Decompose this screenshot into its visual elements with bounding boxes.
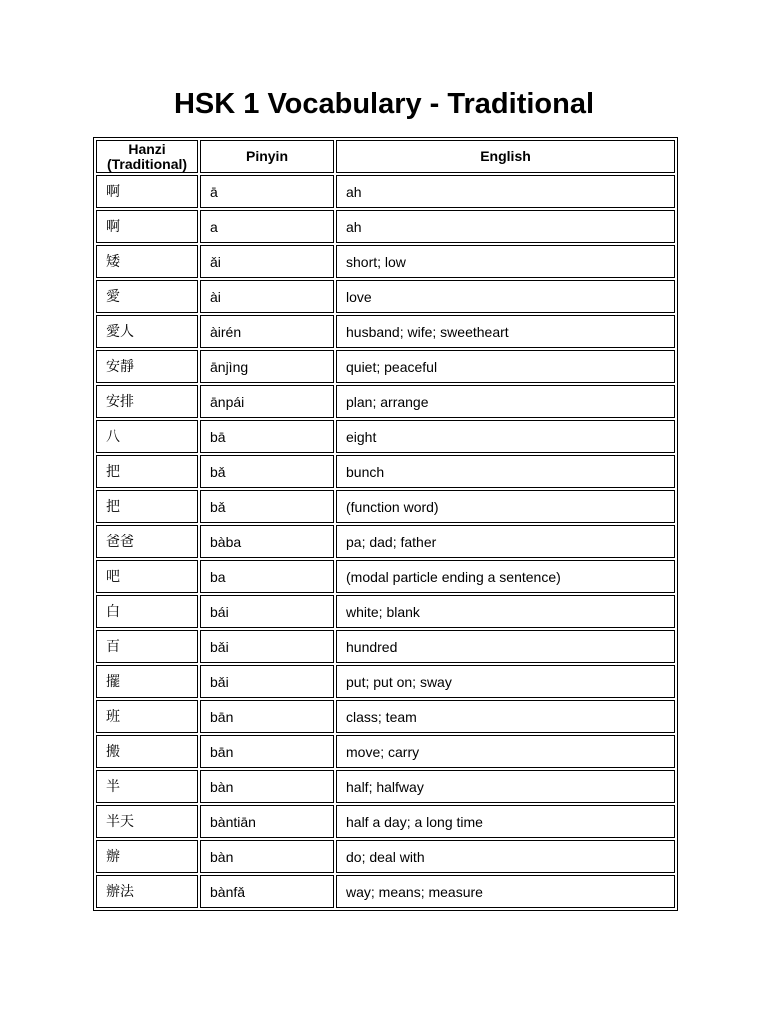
english-cell: (function word) [336, 490, 675, 523]
pinyin-cell: bǎi [200, 665, 334, 698]
english-cell: ah [336, 175, 675, 208]
english-cell: do; deal with [336, 840, 675, 873]
pinyin-cell: bàn [200, 840, 334, 873]
table-row [96, 595, 675, 628]
header-pinyin: Pinyin [200, 140, 334, 173]
pinyin-cell: ài [200, 280, 334, 313]
table-row [96, 735, 675, 768]
header-english: English [336, 140, 675, 173]
hanzi-cell: 把 [96, 455, 198, 488]
table-row [96, 420, 675, 453]
hanzi-cell: 啊 [96, 210, 198, 243]
table-row [96, 175, 675, 208]
english-cell: ah [336, 210, 675, 243]
pinyin-cell: ba [200, 560, 334, 593]
hanzi-cell: 爸爸 [96, 525, 198, 558]
table-row [96, 350, 675, 383]
header-hanzi-line1: Hanzi [128, 140, 166, 157]
english-cell: husband; wife; sweetheart [336, 315, 675, 348]
english-cell: half; halfway [336, 770, 675, 803]
english-cell: hundred [336, 630, 675, 663]
hanzi-cell: 百 [96, 630, 198, 663]
pinyin-cell: bànfǎ [200, 875, 334, 908]
vocabulary-table [93, 137, 678, 911]
pinyin-cell: ǎi [200, 245, 334, 278]
table-row [96, 245, 675, 278]
pinyin-cell: bǎ [200, 455, 334, 488]
pinyin-cell: bái [200, 595, 334, 628]
english-cell: bunch [336, 455, 675, 488]
english-cell: way; means; measure [336, 875, 675, 908]
hanzi-cell: 八 [96, 420, 198, 453]
hanzi-cell: 矮 [96, 245, 198, 278]
hanzi-cell: 搬 [96, 735, 198, 768]
pinyin-cell: bǎi [200, 630, 334, 663]
pinyin-cell: àirén [200, 315, 334, 348]
table-row [96, 700, 675, 733]
table-row [96, 315, 675, 348]
table-row [96, 560, 675, 593]
page-title: HSK 1 Vocabulary - Traditional [173, 88, 595, 120]
table-row [96, 805, 675, 838]
header-hanzi-line2: (Traditional) [106, 155, 188, 172]
english-cell: move; carry [336, 735, 675, 768]
pinyin-cell: ānpái [200, 385, 334, 418]
hanzi-cell: 辦法 [96, 875, 198, 908]
english-cell: eight [336, 420, 675, 453]
header-hanzi [96, 140, 198, 173]
table-row [96, 455, 675, 488]
hanzi-cell: 半 [96, 770, 198, 803]
table-row [96, 770, 675, 803]
table-header-row [96, 140, 675, 173]
table-row [96, 385, 675, 418]
hanzi-cell: 班 [96, 700, 198, 733]
pinyin-cell: ā [200, 175, 334, 208]
table-row [96, 630, 675, 663]
table-row [96, 490, 675, 523]
pinyin-cell: bàntiān [200, 805, 334, 838]
table-row [96, 875, 675, 908]
pinyin-cell: ānjìng [200, 350, 334, 383]
hanzi-cell: 吧 [96, 560, 198, 593]
english-cell: (modal particle ending a sentence) [336, 560, 675, 593]
table-row [96, 665, 675, 698]
english-cell: class; team [336, 700, 675, 733]
pinyin-cell: bàn [200, 770, 334, 803]
table-row [96, 525, 675, 558]
pinyin-cell: bān [200, 700, 334, 733]
pinyin-cell: bǎ [200, 490, 334, 523]
english-cell: plan; arrange [336, 385, 675, 418]
pinyin-cell: bān [200, 735, 334, 768]
english-cell: half a day; a long time [336, 805, 675, 838]
pinyin-cell: a [200, 210, 334, 243]
english-cell: love [336, 280, 675, 313]
hanzi-cell: 啊 [96, 175, 198, 208]
hanzi-cell: 白 [96, 595, 198, 628]
pinyin-cell: bàba [200, 525, 334, 558]
english-cell: short; low [336, 245, 675, 278]
hanzi-cell: 半天 [96, 805, 198, 838]
hanzi-cell: 愛 [96, 280, 198, 313]
table-row [96, 210, 675, 243]
hanzi-cell: 辦 [96, 840, 198, 873]
english-cell: pa; dad; father [336, 525, 675, 558]
table-row [96, 840, 675, 873]
hanzi-cell: 安靜 [96, 350, 198, 383]
english-cell: quiet; peaceful [336, 350, 675, 383]
hanzi-cell: 擺 [96, 665, 198, 698]
hanzi-cell: 安排 [96, 385, 198, 418]
english-cell: put; put on; sway [336, 665, 675, 698]
english-cell: white; blank [336, 595, 675, 628]
vocabulary-table-body [96, 175, 675, 908]
hanzi-cell: 把 [96, 490, 198, 523]
hanzi-cell: 愛人 [96, 315, 198, 348]
pinyin-cell: bā [200, 420, 334, 453]
table-row [96, 280, 675, 313]
